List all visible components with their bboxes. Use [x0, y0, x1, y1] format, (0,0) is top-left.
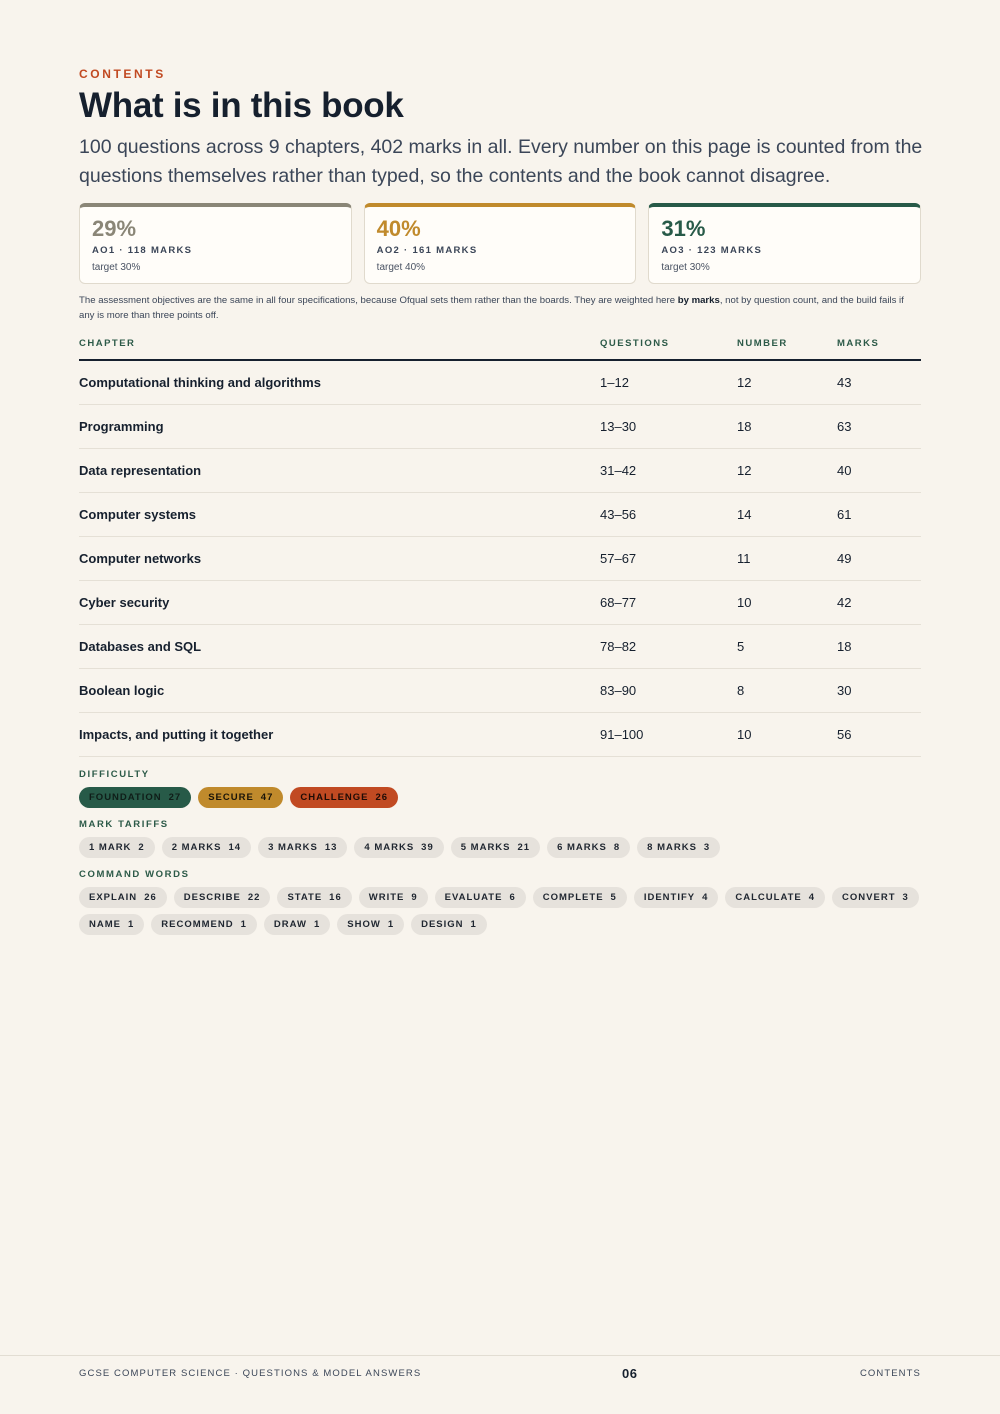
command-word-pill	[634, 887, 719, 908]
question-count: 18	[737, 419, 752, 434]
question-range: 78–82	[600, 639, 637, 654]
command-word-pill-label: NAME	[89, 919, 121, 930]
question-count: 10	[737, 595, 752, 610]
page-lede: 100 questions across 9 chapters, 402 marks in all. Every number on this page is counted from the questions themselves rather than typed, so the contents and the book cannot disagree.	[79, 136, 923, 187]
question-range: 91–100	[600, 727, 644, 742]
command-word-pill-label: COMPLETE	[542, 892, 604, 903]
mark-total: 43	[837, 375, 852, 390]
question-range: 1–12	[600, 375, 629, 390]
objective-cards	[79, 203, 921, 284]
question-count: 14	[737, 507, 752, 522]
mark-total: 49	[837, 551, 852, 566]
mark-tariff-pills	[79, 837, 939, 858]
command-word-pill	[174, 887, 271, 908]
objective-target: target 30%	[92, 262, 141, 273]
command-word-pill-count: 1	[313, 919, 321, 930]
note-text: The assessment objectives are the same in all four specifications, because Ofqual sets them rather than the boards. They are weighted here	[79, 295, 678, 306]
command-word-pill	[337, 914, 404, 935]
command-word-pill-count: 1	[240, 919, 247, 930]
footer-section: CONTENTS	[859, 1368, 921, 1379]
objective-target: target 30%	[661, 262, 710, 273]
question-count: 8	[737, 683, 745, 698]
mark-tariff-pill	[162, 837, 251, 858]
difficulty-pill	[79, 787, 191, 808]
command-word-pill	[411, 914, 487, 935]
command-word-pill	[359, 887, 428, 908]
section-eyebrow: CONTENTS	[79, 67, 166, 81]
mark-tariff-pill-count: 2	[138, 842, 145, 853]
mark-tariff-pill	[354, 837, 443, 858]
question-range: 31–42	[600, 463, 637, 478]
command-word-pill-count: 3	[902, 892, 909, 903]
mark-total: 18	[837, 639, 852, 654]
command-word-pill-count: 5	[610, 892, 617, 903]
difficulty-pill-count: 26	[375, 792, 389, 803]
mark-tariff-pill	[258, 837, 347, 858]
chapter-name: Programming	[79, 419, 164, 434]
mark-tariff-pill-label: 5 MARKS	[460, 842, 511, 853]
chapter-table	[79, 361, 921, 757]
command-word-pill	[832, 887, 919, 908]
table-row	[79, 669, 921, 713]
objective-label: AO3 · 123 MARKS	[661, 245, 763, 256]
command-word-pill	[79, 887, 167, 908]
mark-tariff-pill	[79, 837, 155, 858]
mark-total: 40	[837, 463, 852, 478]
chapter-name: Boolean logic	[79, 683, 165, 698]
difficulty-pill-count: 47	[260, 792, 274, 803]
footer-book-title: GCSE COMPUTER SCIENCE · QUESTIONS & MODEL ANSWERS	[79, 1368, 422, 1379]
page-number: 06	[622, 1366, 638, 1381]
chapter-name: Impacts, and putting it together	[79, 727, 274, 742]
question-range: 83–90	[600, 683, 637, 698]
objective-card-ao1	[79, 203, 352, 284]
page-title: What is in this book	[79, 86, 404, 125]
command-word-pill-count: 26	[144, 892, 157, 903]
mark-tariff-pill-label: 1 MARK	[89, 842, 132, 853]
question-count: 12	[737, 375, 752, 390]
question-range: 43–56	[600, 507, 637, 522]
command-words-label: COMMAND WORDS	[79, 869, 190, 880]
table-row	[79, 537, 921, 581]
command-word-pill-label: DESIGN	[421, 919, 464, 930]
command-word-pill-count: 4	[702, 892, 709, 903]
difficulty-pill-label: FOUNDATION	[89, 792, 162, 803]
command-word-pill-count: 16	[329, 892, 342, 903]
chapter-name: Computer networks	[79, 551, 202, 566]
command-word-pill-count: 22	[247, 892, 261, 903]
column-header-chapter: CHAPTER	[79, 338, 136, 349]
mark-total: 63	[837, 419, 852, 434]
command-word-pill-label: SHOW	[347, 919, 381, 930]
question-range: 68–77	[600, 595, 637, 610]
command-word-pill-label: RECOMMEND	[161, 919, 234, 930]
question-count: 11	[737, 551, 751, 566]
chapter-name: Computational thinking and algorithms	[79, 375, 321, 390]
question-count: 10	[737, 727, 752, 742]
note-emphasis: by marks	[677, 295, 720, 306]
page-footer	[0, 1355, 1000, 1414]
command-word-pill-label: EVALUATE	[444, 892, 503, 903]
command-word-pill	[79, 914, 144, 935]
mark-tariff-pill-label: 8 MARKS	[647, 842, 697, 853]
table-header	[79, 336, 921, 361]
difficulty-pill	[290, 787, 398, 808]
command-word-pill	[533, 887, 627, 908]
command-word-pill-count: 4	[808, 892, 816, 903]
mark-tariff-pill-label: 3 MARKS	[268, 842, 318, 853]
table-row	[79, 449, 921, 493]
column-header-marks: MARKS	[837, 338, 880, 349]
command-word-pill-label: EXPLAIN	[89, 892, 138, 903]
mark-total: 30	[837, 683, 852, 698]
difficulty-pill	[198, 787, 283, 808]
question-range: 57–67	[600, 551, 637, 566]
command-word-pill	[277, 887, 351, 908]
command-word-pill-label: CALCULATE	[735, 892, 802, 903]
command-word-pill-count: 6	[509, 892, 516, 903]
command-word-pill	[435, 887, 526, 908]
table-row	[79, 625, 921, 669]
mark-tariff-pill-count: 21	[517, 842, 531, 853]
chapter-name: Databases and SQL	[79, 639, 202, 654]
table-row	[79, 713, 921, 757]
command-word-pills	[79, 887, 939, 935]
mark-total: 61	[837, 507, 852, 522]
command-word-pill-label: CONVERT	[842, 892, 896, 903]
command-word-pill-label: WRITE	[368, 892, 405, 903]
column-header-number: NUMBER	[737, 338, 788, 349]
difficulty-pills	[79, 787, 939, 808]
chapter-name: Data representation	[79, 463, 202, 478]
column-header-questions: QUESTIONS	[600, 338, 670, 349]
mark-tariff-pill	[451, 837, 540, 858]
objective-card-ao2	[364, 203, 637, 284]
command-word-pill	[151, 914, 257, 935]
command-word-pill-label: IDENTIFY	[643, 892, 696, 903]
objective-percent: 31%	[661, 216, 706, 241]
difficulty-label: DIFFICULTY	[79, 769, 150, 780]
chapter-name: Computer systems	[79, 507, 197, 522]
command-word-pill	[264, 914, 330, 935]
command-word-pill-label: DESCRIBE	[183, 892, 241, 903]
mark-tariff-pill-count: 13	[324, 842, 338, 853]
command-word-pill-label: DRAW	[273, 919, 307, 930]
mark-total: 42	[837, 595, 852, 610]
question-count: 5	[737, 639, 745, 654]
command-word-pill-count: 1	[470, 919, 477, 930]
command-word-pill-count: 1	[387, 919, 395, 930]
question-range: 13–30	[600, 419, 637, 434]
difficulty-pill-count: 27	[168, 792, 182, 803]
mark-tariffs-label: MARK TARIFFS	[79, 819, 169, 830]
objective-target: target 40%	[376, 262, 426, 273]
mark-tariff-pill-count: 3	[703, 842, 711, 853]
mark-tariff-pill	[547, 837, 630, 858]
mark-tariff-pill-count: 8	[613, 842, 621, 853]
mark-tariff-pill-label: 2 MARKS	[171, 842, 222, 853]
mark-total: 56	[837, 727, 852, 742]
table-row	[79, 405, 921, 449]
difficulty-pill-label: SECURE	[208, 792, 254, 803]
objective-label: AO2 · 161 MARKS	[376, 245, 478, 256]
objective-percent: 29%	[92, 216, 137, 241]
weighting-note	[79, 293, 921, 323]
table-row	[79, 361, 921, 405]
command-word-pill-count: 9	[411, 892, 418, 903]
mark-tariff-pill	[637, 837, 720, 858]
table-row	[79, 493, 921, 537]
table-row	[79, 581, 921, 625]
command-word-pill	[725, 887, 825, 908]
command-word-pill-count: 1	[127, 919, 135, 930]
objective-card-ao3	[648, 203, 921, 284]
mark-tariff-pill-label: 6 MARKS	[557, 842, 607, 853]
question-count: 12	[737, 463, 752, 478]
note-text: , not by question count, and the build fails if any is more than three points off.	[79, 295, 904, 321]
mark-tariff-pill-label: 4 MARKS	[364, 842, 415, 853]
chapter-name: Cyber security	[79, 595, 170, 610]
command-word-pill-label: STATE	[287, 892, 323, 903]
objective-label: AO1 · 118 MARKS	[92, 245, 193, 256]
difficulty-pill-label: CHALLENGE	[300, 792, 369, 803]
mark-tariff-pill-count: 14	[228, 842, 242, 853]
mark-tariff-pill-count: 39	[421, 842, 434, 853]
objective-percent: 40%	[376, 216, 421, 241]
